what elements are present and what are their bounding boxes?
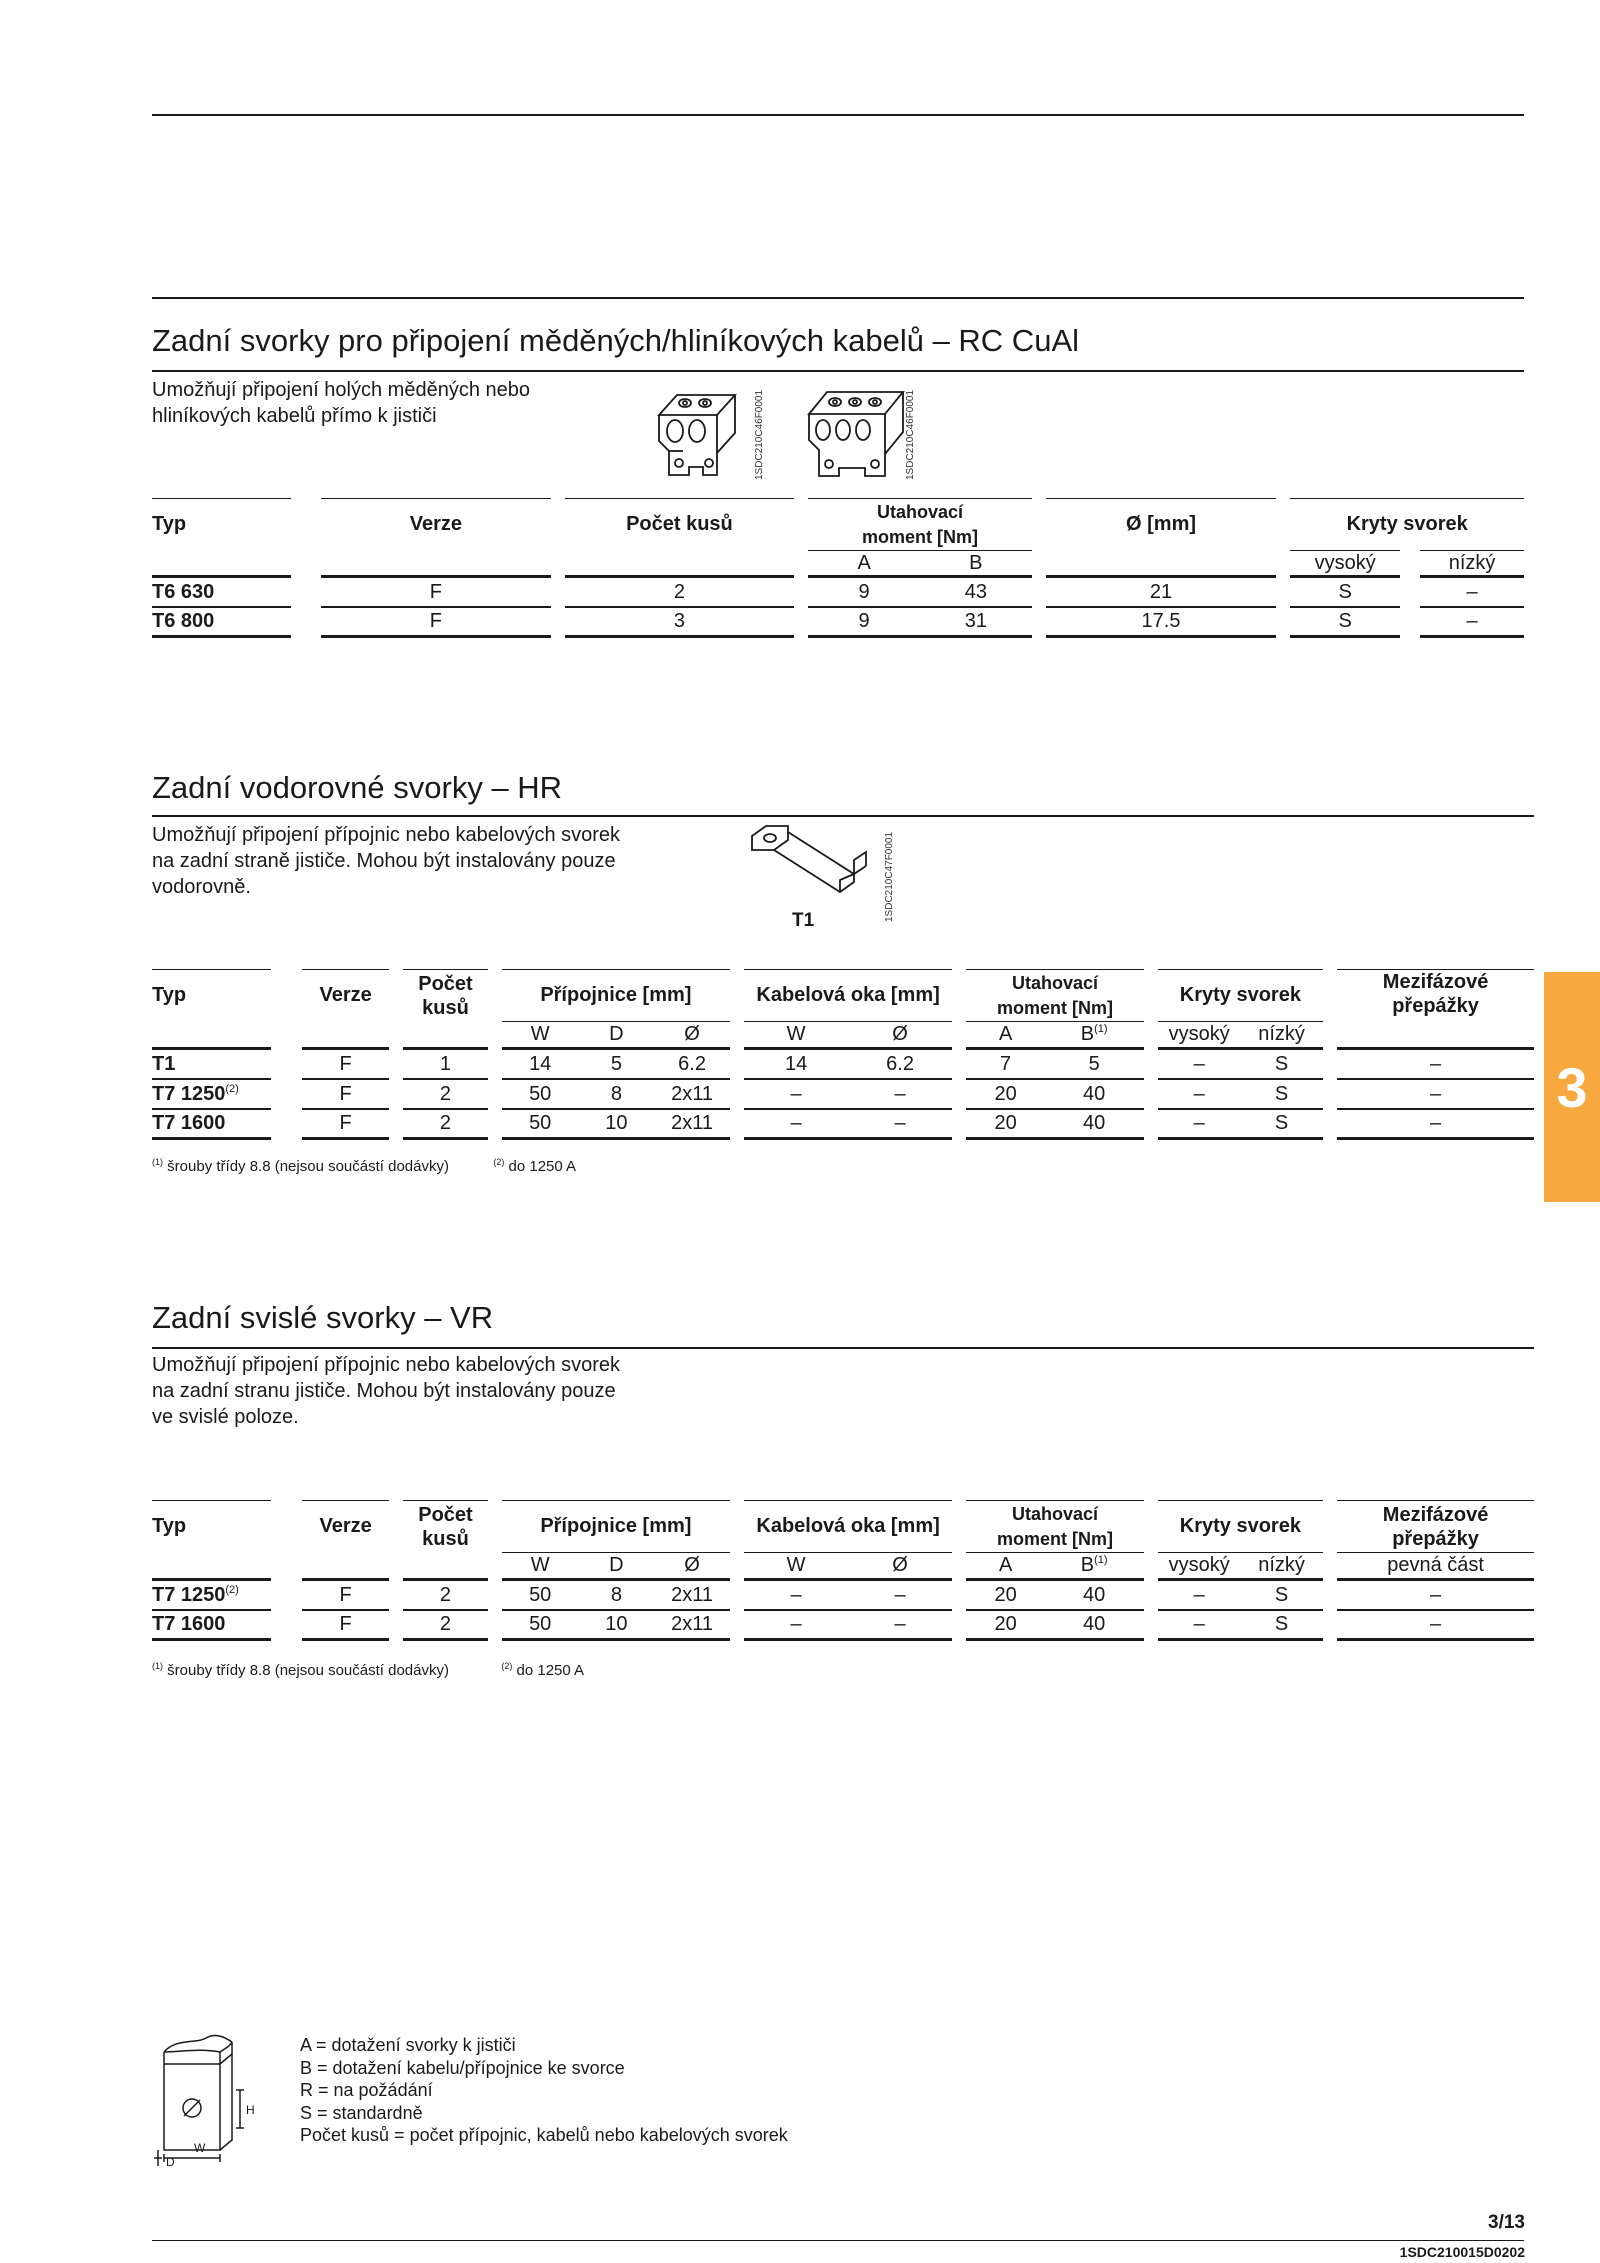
- svg-text:D: D: [166, 2155, 175, 2169]
- table-row: T7 1250$^{(2)}$ F 2 50 8 2x11 – – 20 40 – S –: [152, 1581, 1534, 1611]
- section2-title: Zadní vodorovné svorky – HR: [152, 770, 563, 805]
- table-row: T7 1600 F 2 50 10 2x11 – – 20 40 – S –: [152, 1110, 1534, 1140]
- hr-terminal-drawing: [748, 822, 878, 902]
- section1-title-rule: [152, 370, 1524, 372]
- section1-description: Umožňují připojení holých měděných nebo hliníkových kabelů přímo k jističi: [152, 379, 530, 427]
- sub-vysoky: vysoký: [1290, 550, 1400, 578]
- rc-cual-table: [152, 498, 1524, 638]
- table-row: T1 F 1 14 5 6.2 14 6.2 7 5 – S –: [152, 1050, 1534, 1080]
- top-rule: [152, 114, 1524, 116]
- hr-footnote: $^{(1)}$ šrouby třídy 8.8 (nejsou součástí dodávky) $^{(2)}$ do 1250 A: [152, 1157, 577, 1175]
- hr-figure-label: T1: [792, 910, 815, 931]
- section3-title-rule: [152, 1347, 1534, 1349]
- col-kryty: Kryty svorek: [1290, 498, 1524, 550]
- sub-a: A: [808, 550, 920, 578]
- rc-terminal-2hole-drawing: [655, 383, 755, 483]
- col-verze: Verze: [321, 498, 551, 550]
- section1-title: Zadní svorky pro připojení měděných/hliníkových kabelů – RC CuAl: [152, 323, 1080, 358]
- col-typ: Typ: [152, 498, 291, 550]
- chapter-tab[interactable]: 3: [1544, 972, 1600, 1202]
- hr-table: Typ Verze Počet kusů Přípojnice [mm] Kabelová oka [mm] Utahovací moment [Nm] Kryty svorek Mezifázové přepážky W D Ø W Ø A $B^{(1)}$ vysoký nízký T1 F 1 14 5 6.2 14 6.2 7 5 – S – T7 1250$^{(2)}$ F 2 50 8 2x11 – – 20 40 – S – T7 1600 F 2 50 10 2x11 – – 20 40 – S –: [152, 969, 1534, 1140]
- vr-footnote: $^{(1)}$ šrouby třídy 8.8 (nejsou součástí dodávky) $^{(2)}$ do 1250 A: [152, 1661, 585, 1679]
- sub-nizky: nízký: [1420, 550, 1524, 578]
- legend-item: A = dotažení svorky k jističi: [300, 2035, 516, 2055]
- document-code: 1SDC210015D0202: [1399, 2244, 1525, 2260]
- col-prumer: Ø [mm]: [1046, 498, 1277, 550]
- table-row: T7 1600 F 2 50 10 2x11 – – 20 40 – S –: [152, 1611, 1534, 1641]
- section2-description: Umožňují připojení přípojnic nebo kabelových svorek na zadní straně jističe. Mohou být instalovány pouze vodorovně.: [152, 824, 621, 898]
- legend: [300, 2034, 788, 2147]
- busbar-dimension-drawing: [150, 2030, 260, 2170]
- svg-text:H: H: [246, 2103, 255, 2117]
- col-utahovaci: Utahovací moment [Nm]: [808, 498, 1031, 550]
- table-row: T7 1250$^{(2)}$ F 2 50 8 2x11 – – 20 40 – S –: [152, 1080, 1534, 1110]
- section2-title-rule: [152, 815, 1534, 817]
- section3-title: Zadní svislé svorky – VR: [152, 1300, 494, 1335]
- section1-top-rule: [152, 297, 1524, 299]
- legend-item: B = dotažení kabelu/přípojnice ke svorce: [300, 2057, 625, 2078]
- col-pocet: Počet kusů: [565, 498, 795, 550]
- footer-rule: [152, 2240, 1524, 2241]
- figure-code-1: 1SDC210C46F0001: [754, 389, 765, 480]
- vr-table: Typ Verze Počet kusů Přípojnice [mm] Kabelová oka [mm] Utahovací moment [Nm] Kryty svorek Mezifázové přepážky W D Ø W Ø A $B^{(1)}$ vysoký nízký pevná část T7 1250$^{(2)}$ F 2 50 8 2x11 – – 20 40 – S – T7 1600 F 2 50 10 2x11 – – 20 40 – S –: [152, 1500, 1534, 1641]
- rc-terminal-3hole-drawing: [805, 380, 910, 485]
- legend-item: S = standardně: [300, 2102, 423, 2123]
- sub-b: B: [920, 550, 1032, 578]
- svg-text:W: W: [194, 2141, 206, 2155]
- hr-figure-code: 1SDC210C47F0001: [884, 831, 895, 922]
- page-number: 3/13: [1488, 2212, 1525, 2233]
- figure-code-2: 1SDC210C46F0001: [905, 389, 916, 480]
- legend-item: Počet kusů = počet přípojnic, kabelů nebo kabelových svorek: [300, 2125, 788, 2145]
- section3-description: Umožňují připojení přípojnic nebo kabelových svorek na zadní stranu jističe. Mohou být instalovány pouze ve svislé poloze.: [152, 1354, 621, 1428]
- table-row: T6 800 F 3 9 31 17.5 S –: [152, 608, 1524, 638]
- table-row: T6 630 F 2 9 43 21 S –: [152, 578, 1524, 608]
- legend-item: R = na požádání: [300, 2080, 433, 2100]
